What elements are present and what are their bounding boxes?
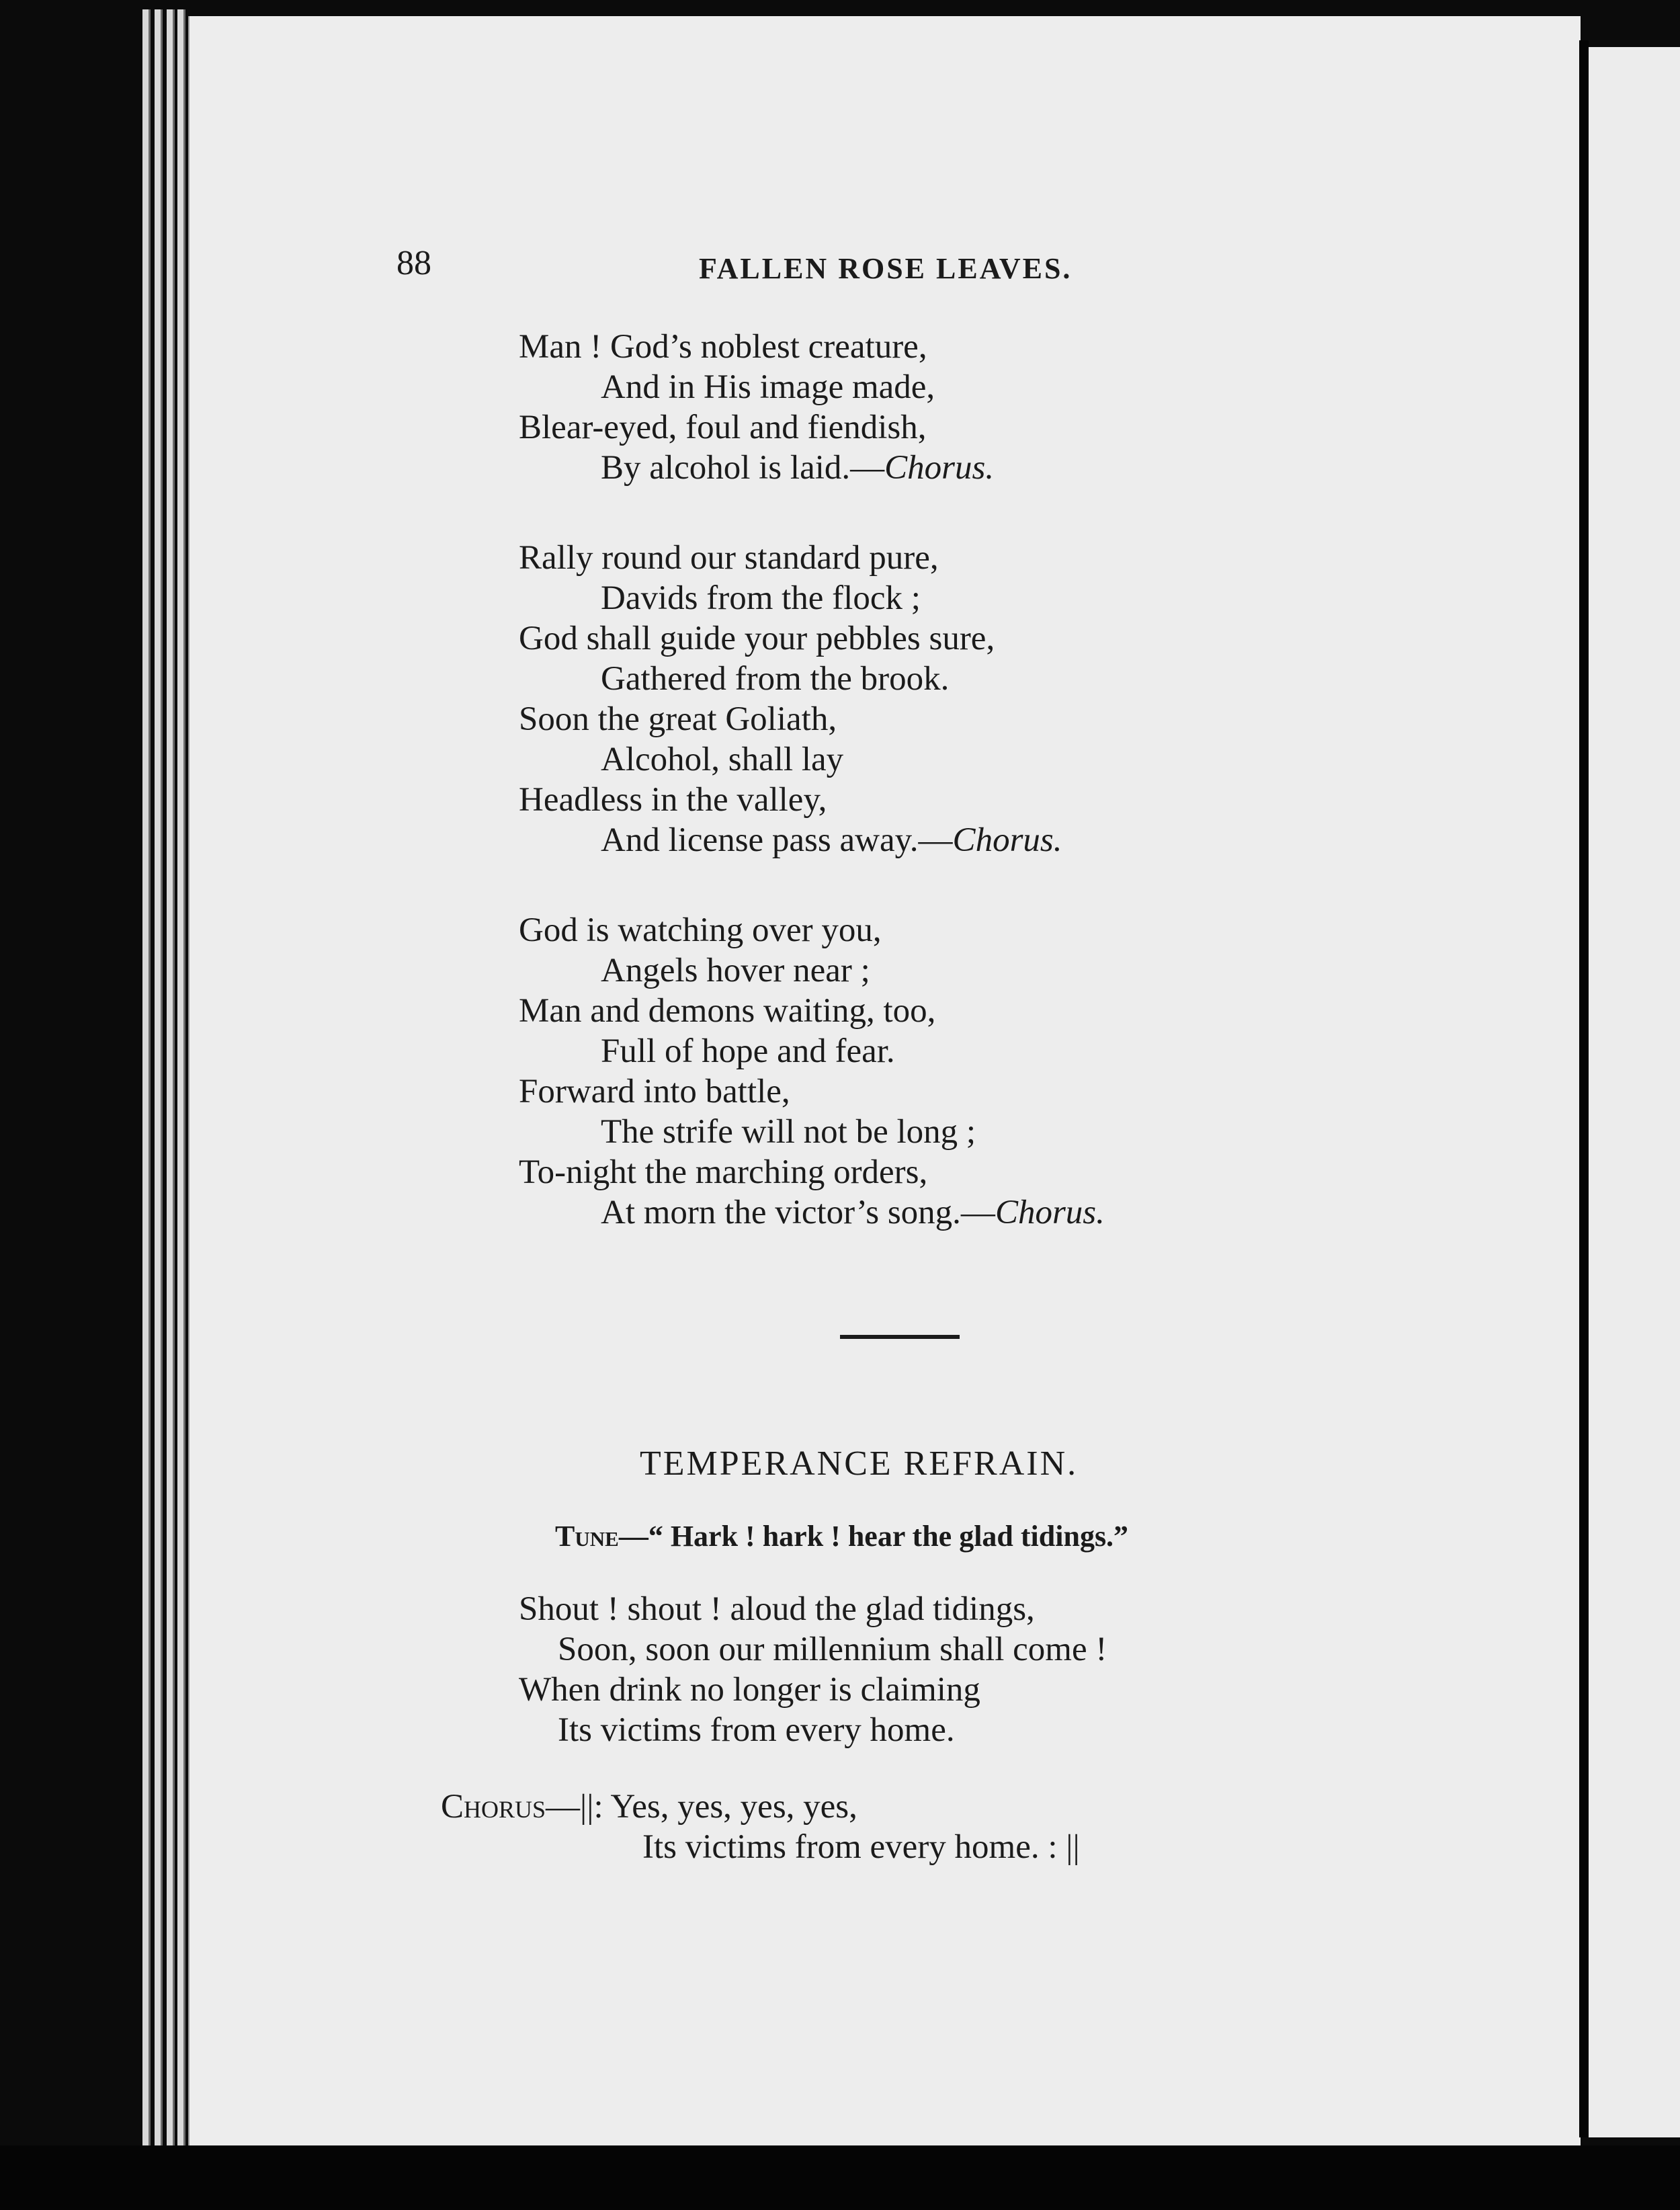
verse-line-text: At morn the victor’s song.— [601,1194,995,1231]
verse-line: Blear-eyed, foul and fiendish, [519,409,927,446]
verse-line: Alcohol, shall lay [601,741,844,778]
page-edge [155,9,163,2147]
verse-line: God shall guide your pebbles sure, [519,620,995,657]
verse-line: God is watching over you, [519,911,882,949]
verse-line: Man ! God’s noblest creature, [519,328,927,366]
verse-line [601,448,994,488]
refrain-line: When drink no longer is claiming [519,1671,980,1709]
refrain-line: Shout ! shout ! aloud the glad tidings, [519,1590,1035,1628]
tune-line [555,1516,1128,1557]
verse-line: Soon the great Goliath, [519,700,837,738]
verse-line: Headless in the valley, [519,781,827,819]
verse-line: Gathered from the brook. [601,660,950,698]
chorus-reference: Chorus. [995,1194,1105,1231]
verse-line [601,1192,1105,1233]
scan-border [0,2145,1680,2210]
tune-text: —“ Hark ! hark ! hear the glad tidings.” [618,1520,1129,1553]
verse-line-text: And license pass away.— [601,821,953,859]
verse-line-text: By alcohol is laid.— [601,449,885,487]
page-edge [177,9,185,2147]
verse-line: Forward into battle, [519,1073,790,1110]
page-number: 88 [396,244,431,282]
chorus-reference: Chorus. [884,449,995,487]
section-title: TEMPERANCE REFRAIN. [640,1444,1079,1483]
verse-line: Rally round our standard pure, [519,539,939,577]
verse-line: Angels hover near ; [601,952,870,989]
refrain-line: Its victims from every home. [558,1711,955,1749]
verse-line: And in His image made, [601,368,935,406]
section-rule [840,1335,960,1339]
verse-line [601,820,1062,860]
verse-line: Man and demons waiting, too, [519,992,936,1030]
verse-line: To-night the marching orders, [519,1153,928,1191]
gutter-shadow [1579,40,1589,2137]
verse-line: The strife will not be long ; [601,1113,976,1151]
verse-line: Davids from the flock ; [601,579,921,617]
chorus-reference: Chorus. [952,821,1062,859]
chorus-line: Its victims from every home. : || [642,1828,1080,1866]
chorus-label: Chorus [441,1788,546,1826]
verse-line: Full of hope and fear. [601,1032,895,1070]
chorus-text: —||: Yes, yes, yes, yes, [546,1788,857,1826]
page-edge [167,9,175,2147]
refrain-line: Soon, soon our millennium shall come ! [558,1631,1107,1668]
facing-page-edge [1589,47,1680,2137]
chorus-line [441,1787,857,1827]
running-head: FALLEN ROSE LEAVES. [699,252,1073,285]
tune-label: Tune [555,1520,619,1553]
page-edge [142,9,151,2147]
